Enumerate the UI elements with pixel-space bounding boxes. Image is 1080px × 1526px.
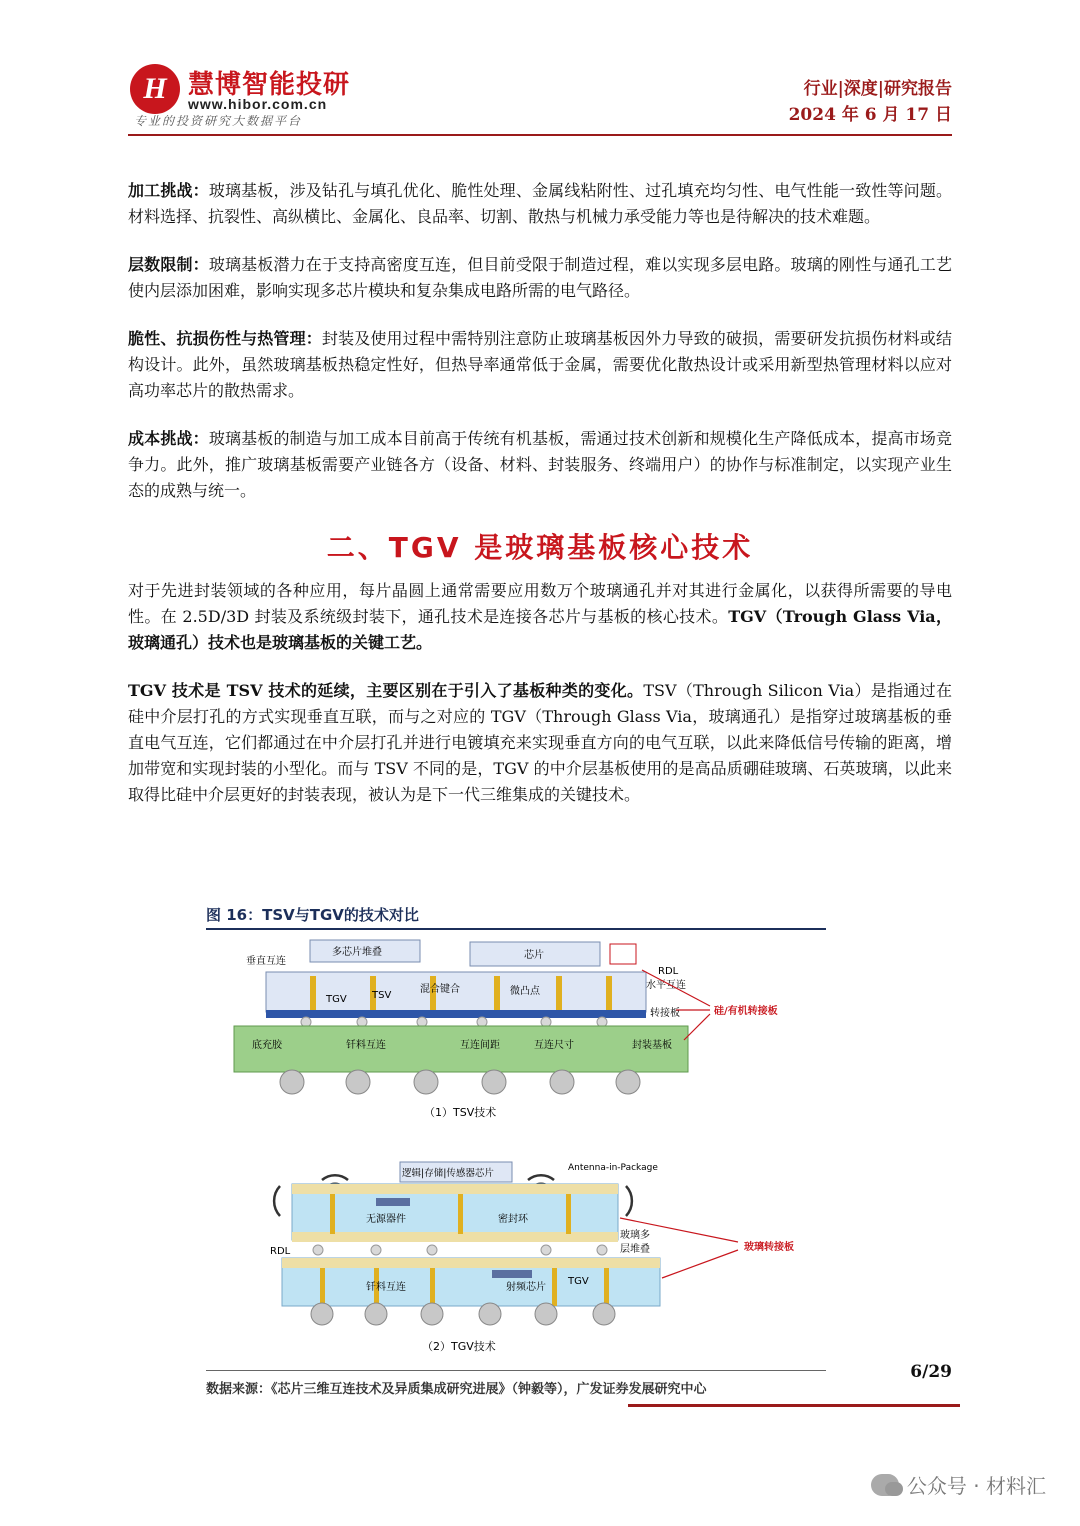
paragraph-processing [128,178,952,230]
tsv-label-rdl: RDL [658,966,679,977]
tsv-label-hybrid: 混合键合 [420,984,460,995]
tsv-label-multichip: 多芯片堆叠 [332,947,382,958]
tsv-rdl-box [610,944,636,964]
tgv-label-rdl: RDL [270,1246,291,1257]
tgv-bump [371,1245,381,1255]
wireless-icon [274,1186,280,1216]
tgv-solder-ball [311,1303,333,1325]
tgv-caption: （2）TGV技术 [422,1340,496,1353]
hibor-logo-icon: H [130,64,180,114]
tgv-bump [541,1245,551,1255]
tgv-label-tgv: TGV [568,1276,589,1287]
paragraph-cost [128,426,952,504]
tgv-label-rf: 射频芯片 [506,1282,546,1293]
tsv-label-tgv: TGV [326,994,347,1005]
report-meta [789,76,952,128]
tsv-caption: （1）TSV技术 [424,1106,497,1119]
paragraph-text: 玻璃基板潜力在于支持高密度互连，但目前受限于制造过程，难以实现多层电路。玻璃的刚性与通孔工艺使内层添加困难，影响实现多芯片模块和复杂集成电路所需的电气路径。 [128,255,952,300]
tsv-tgv-diagram [206,932,826,1368]
wechat-icon [871,1474,899,1496]
tsv-label-horizontal: 水平互连 [646,980,686,991]
wireless-icon [626,1186,632,1216]
tgv-via [566,1194,571,1234]
tgv-via [458,1194,463,1234]
tgv-diagram [270,1162,794,1353]
tsv-via [606,976,612,1010]
header-divider [128,134,952,136]
figure-title: 图 16：TSV与TGV的技术对比 [206,906,419,924]
tgv-label-antenna: Antenna-in-Package [568,1163,658,1173]
tgv-solder-ball [365,1303,387,1325]
tsv-callout: 硅/有机转接板 [714,1006,778,1017]
tgv-via [552,1268,557,1306]
watermark [871,1470,1046,1499]
logo-slogan: 专业的投资研究大数据平台 [134,114,303,128]
paragraph-label: 层数限制： [128,255,209,274]
tsv-label-microbump: 微凸点 [510,986,540,997]
paragraph-bold-text: TGV 技术是 TSV 技术的延续，主要区别在于引入了基板种类的变化。 [128,681,644,700]
tsv-label-substrate: 封装基板 [632,1040,672,1051]
figure-title-rule [206,928,826,930]
figure-bottom-rule [206,1370,826,1371]
paragraph-tgv-tsv [128,678,952,808]
tsv-via [494,976,500,1010]
tgv-label-solder: 钎料互连 [366,1282,406,1293]
tgv-callout: 玻璃转接板 [744,1242,794,1253]
tgv-label-logic: 逻辑|存储|传感器芯片 [402,1168,494,1179]
paragraph-text: 玻璃基板的制造与加工成本目前高于传统有机基板，需通过技术创新和规模化生产降低成本，提高市场竞争力。此外，推广玻璃基板需要产业链各方（设备、材料、封装服务、终端用户）的协作与标准制定，以实现产业生态的成熟与统一。 [128,429,952,500]
paragraph-bold-text: TGV（Trough Glass Via，玻璃通孔）技术也是玻璃基板的关键工艺。 [128,607,952,652]
tgv-solder-ball [479,1303,501,1325]
tgv-solder-ball [593,1303,615,1325]
tsv-label-size: 互连尺寸 [534,1040,574,1051]
tgv-via [430,1268,435,1306]
tsv-label-tsv: TSV [372,990,392,1001]
tgv-via [330,1194,335,1234]
tsv-solder-ball [616,1070,640,1094]
tsv-via [310,976,316,1010]
logo-name: 慧博智能投研 [188,70,351,100]
page-header [128,62,952,134]
tgv-passive-device [376,1198,410,1206]
tgv-solder-ball [421,1303,443,1325]
main-content [128,178,952,830]
tsv-solder-ball [550,1070,574,1094]
logo-url[interactable]: www.hibor.com.cn [188,96,328,112]
tsv-label-chip: 芯片 [524,950,544,961]
tgv-via [604,1268,609,1306]
paragraph-text: 玻璃基板，涉及钻孔与填孔优化、脆性处理、金属线粘附性、过孔填充均匀性、电气性能一致性等问题。材料选择、抗裂性、高纵横比、金属化、良品率、切割、散热与机械力承受能力等也是待解决的技术难题。 [128,181,952,226]
tsv-solder-ball [414,1070,438,1094]
paragraph-brittleness [128,326,952,404]
tsv-label-pitch: 互连间距 [460,1040,500,1051]
watermark-text: 公众号 · 材料汇 [906,1474,1046,1498]
wireless-icon [322,1175,348,1180]
tgv-label-glass-stack: 玻璃多 [620,1230,650,1241]
tsv-label-vertical: 垂直互连 [246,956,286,967]
page-number: 6/29 [910,1362,952,1382]
tsv-label-interposer: 转接板 [650,1008,680,1019]
tsv-solder-ball [482,1070,506,1094]
paragraph-tgv-intro [128,578,952,656]
section-title: 二、TGV 是玻璃基板核心技术 [326,531,754,564]
tsv-solder-ball [346,1070,370,1094]
wireless-icon [528,1175,554,1180]
figure-source: 数据来源：《芯片三维互连技术及异质集成研究进展》（钟毅等），广发证券发展研究中心 [206,1382,707,1397]
tsv-via [556,976,562,1010]
paragraph-label: 成本挑战： [128,429,209,448]
report-category: 行业|深度|研究报告 [803,79,952,99]
tgv-solder-ball [535,1303,557,1325]
tgv-label-glass-stack-2: 层堆叠 [620,1244,650,1255]
paragraph-label: 脆性、抗损伤性与热管理： [128,329,322,348]
paragraph-label: 加工挑战： [128,181,209,200]
tgv-bump [427,1245,437,1255]
tsv-interposer-rdl [266,1010,646,1018]
paragraph-layers [128,252,952,304]
tgv-label-passive: 无源器件 [366,1214,406,1225]
tgv-callout-arrow [662,1250,738,1278]
tgv-bump [597,1245,607,1255]
paragraph-text: 封装及使用过程中需特别注意防止玻璃基板因外力导致的破损，需要研发抗损伤材料或结构设计。此外，虽然玻璃基板热稳定性好，但热导率通常低于金属，需要优化散热设计或采用新型热管理材料以应对高功率芯片的散热需求。 [128,329,952,400]
tgv-rdl-lower [282,1258,660,1268]
tsv-diagram [234,940,778,1119]
tsv-label-underfill: 底充胶 [252,1040,282,1051]
tsv-solder-ball [280,1070,304,1094]
paragraph-text: 对于先进封装领域的各种应用，每片晶圆上通常需要应用数万个玻璃通孔并对其进行金属化，以获得所需要的导电性。在 2.5D/3D 封装及系统级封装下，通孔技术是连接各芯片与基板的核心技术。 [128,581,952,626]
footer-rule [628,1404,960,1407]
tsv-label-solder: 钎料互连 [346,1040,386,1051]
tgv-via [320,1268,325,1306]
paragraph-text: TSV（Through Silicon Via）是指通过在硅中介层打孔的方式实现垂直互联，而与之对应的 TGV（Through Glass Via，玻璃通孔）是指穿过玻璃基板的垂直电气互连，它们都通过在中介层打孔并进行电镀填充来实现垂直方向的电气互联，以此来降低信号传输的距离，增加带宽和实现封装的小型化。而与 TSV 不同的是，TGV 的中介层基板使用的是高品质硼硅玻璃、石英玻璃，以此来取得比硅中介层更好的封装表现，被认为是下一代三维集成的关键技术。 [128,681,952,804]
tgv-bump [313,1245,323,1255]
tgv-rf-chip [492,1270,532,1278]
tgv-label-seal: 密封环 [498,1214,528,1225]
report-date: 2024 年 6 月 17 日 [788,105,952,125]
tgv-rdl-top [292,1184,618,1194]
